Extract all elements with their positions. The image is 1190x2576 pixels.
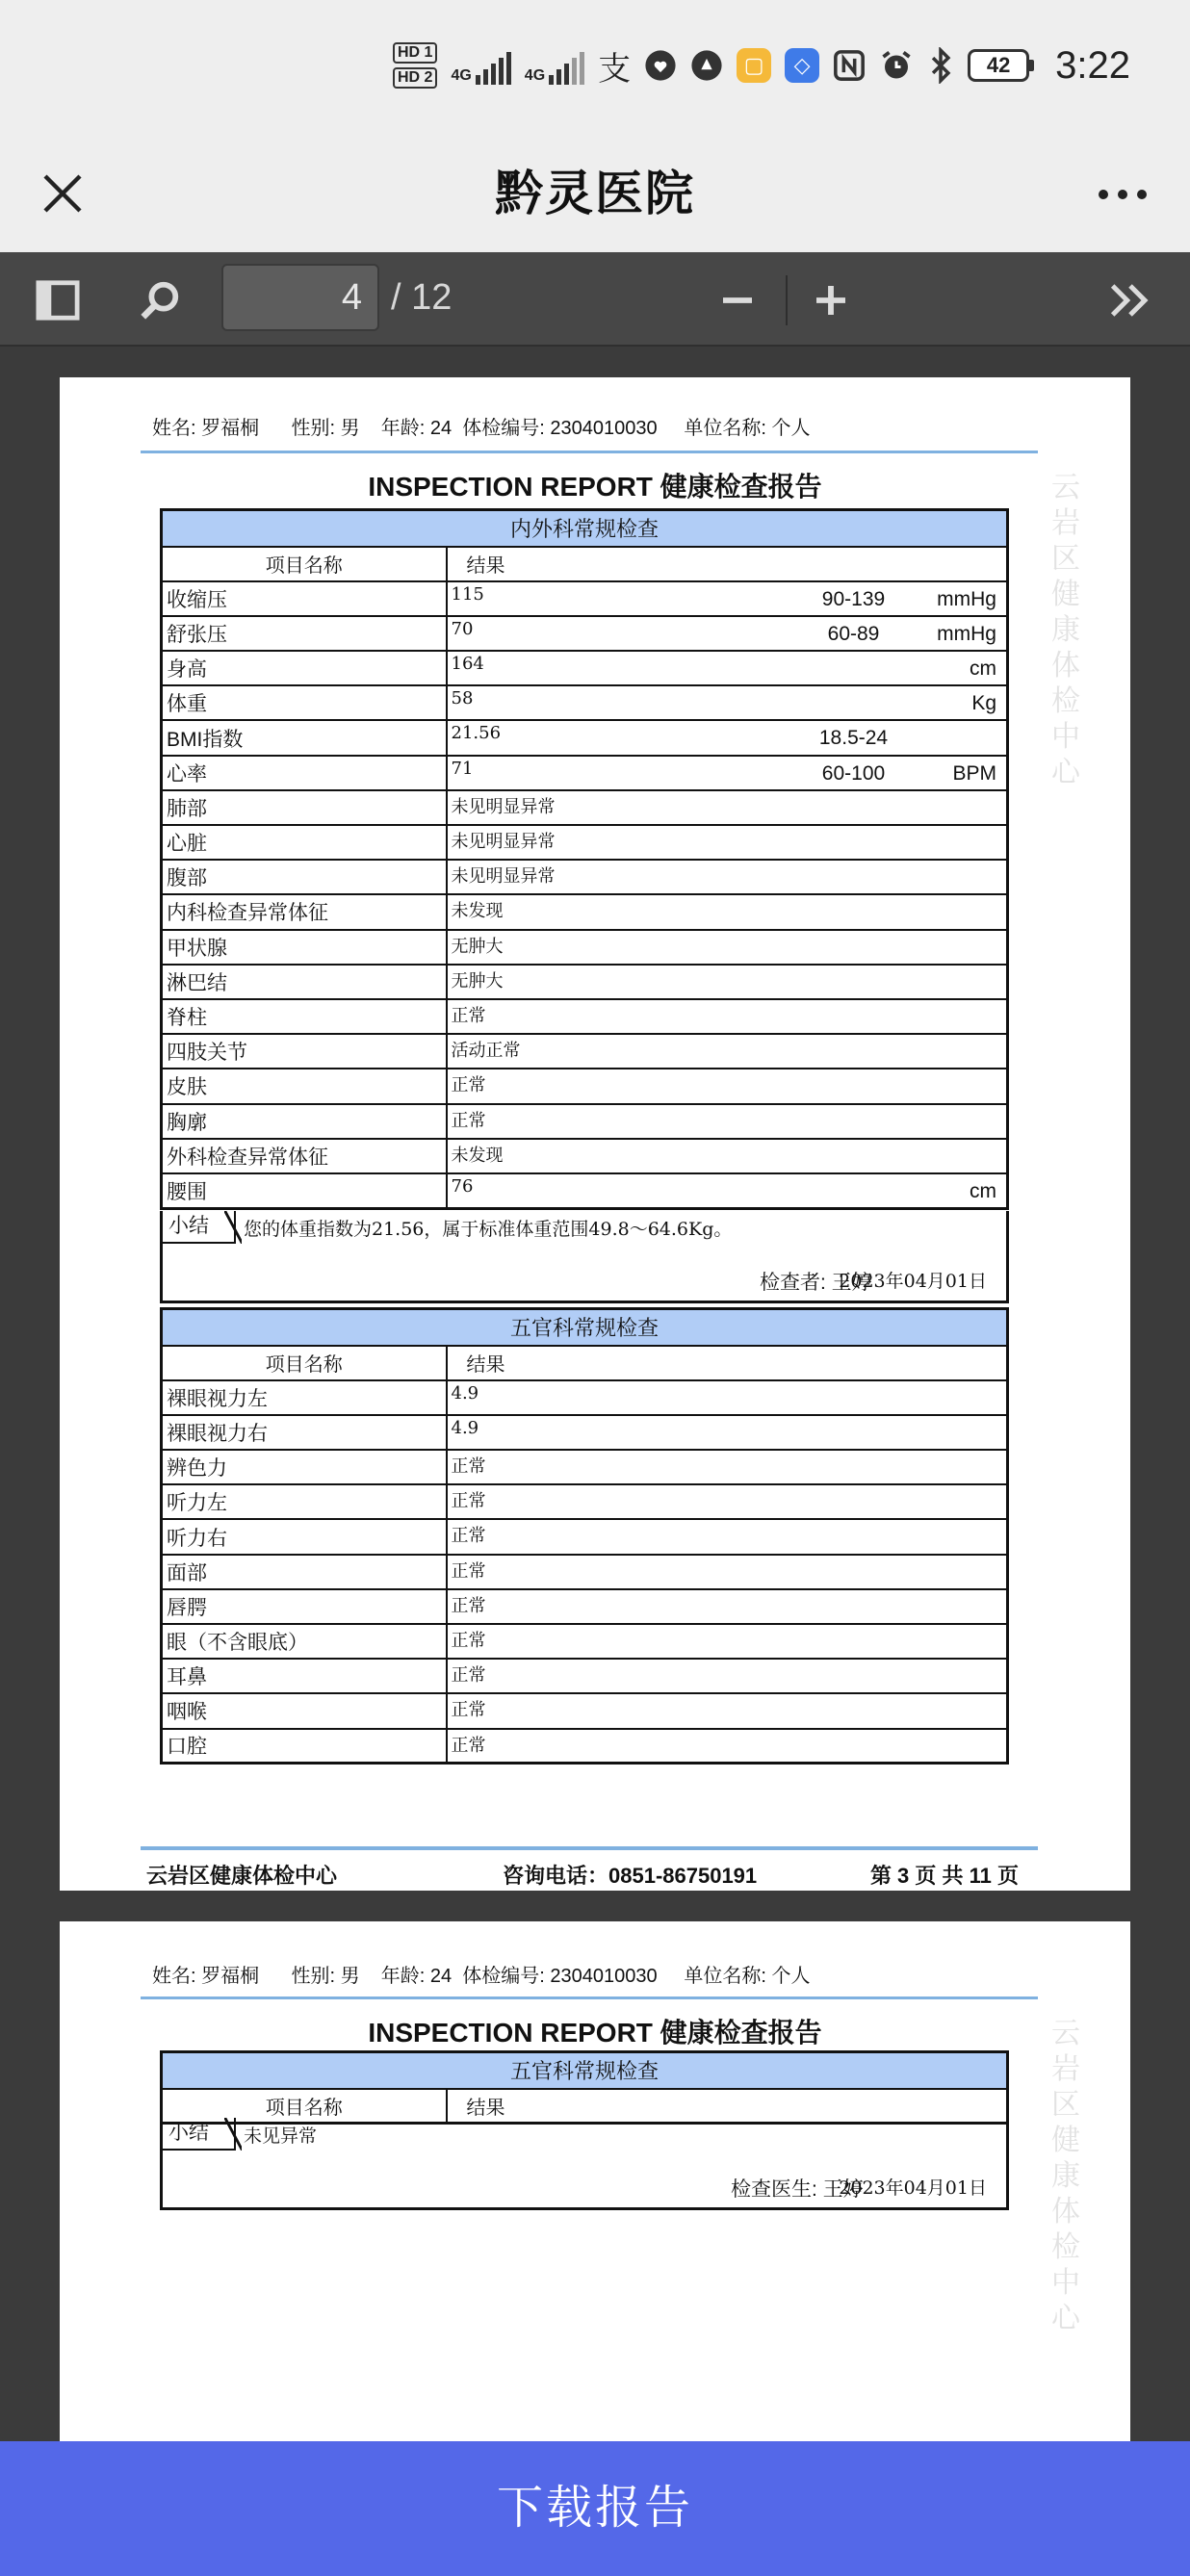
result-cell xyxy=(447,581,1008,616)
check-date: 2023年04月01日 xyxy=(839,2177,987,2199)
table-row xyxy=(162,860,1008,894)
result-cell xyxy=(447,965,1008,999)
result-value: 正常 xyxy=(451,1735,486,1756)
watermark-char: 体 xyxy=(1051,2195,1080,2228)
unit: cm xyxy=(970,657,996,681)
table-row xyxy=(162,999,1008,1034)
watermark-char: 云 xyxy=(1051,471,1080,504)
reference-range: 18.5-24 xyxy=(818,727,889,750)
result-value: 正常 xyxy=(451,1110,486,1131)
item-name: 舒张压 xyxy=(162,616,447,651)
item-name: 腹部 xyxy=(162,860,447,894)
close-button[interactable] xyxy=(29,160,96,227)
close-icon xyxy=(39,170,86,217)
more-options-button[interactable] xyxy=(1084,166,1161,223)
patient-info: 姓名: 罗福桐 性别: 男 年龄: 24 体检编号: 2304010030 单位名称: 个人 xyxy=(152,1966,811,1987)
result-value: 21.56 xyxy=(451,723,502,744)
result-cell xyxy=(447,1139,1008,1173)
result-cell xyxy=(447,1450,1008,1484)
result-cell xyxy=(447,790,1008,825)
sidebar-icon xyxy=(36,279,80,322)
item-name: 裸眼视力左 xyxy=(162,1380,447,1415)
header-divider xyxy=(141,1996,1038,1999)
watermark-char: 区 xyxy=(1051,2088,1080,2122)
watermark-char: 康 xyxy=(1051,2159,1080,2193)
item-name: 辨色力 xyxy=(162,1450,447,1484)
watermark-char: 云 xyxy=(1051,2017,1080,2050)
search-icon xyxy=(138,278,182,322)
signal-1-icon xyxy=(451,46,510,85)
battery-icon xyxy=(968,49,1034,82)
table-row xyxy=(162,1104,1008,1139)
double-chevron-right-icon xyxy=(1107,281,1153,320)
result-cell xyxy=(447,1173,1008,1208)
item-name: 收缩压 xyxy=(162,581,447,616)
summary-label: 小结 xyxy=(163,2118,236,2151)
hd2-label: HD 2 xyxy=(393,67,437,89)
item-name: 裸眼视力右 xyxy=(162,1415,447,1450)
result-cell xyxy=(447,1415,1008,1450)
status-icons xyxy=(393,35,1130,96)
patient-info: 姓名: 罗福桐 性别: 男 年龄: 24 体检编号: 2304010030 单位名称: 个人 xyxy=(152,418,811,439)
watermark-char: 区 xyxy=(1051,542,1080,576)
battery-level: 42 xyxy=(986,53,1011,77)
table-row xyxy=(162,1450,1008,1484)
watermark-char: 中 xyxy=(1051,720,1080,754)
alipay-icon: 支 xyxy=(598,50,632,88)
net2-label: 4G xyxy=(524,67,546,84)
result-value: 76 xyxy=(451,1175,474,1197)
item-name: 听力右 xyxy=(162,1519,447,1554)
watermark-char: 健 xyxy=(1051,578,1080,611)
item-name: 心脏 xyxy=(162,825,447,860)
result-cell xyxy=(447,1555,1008,1589)
download-report-button[interactable]: 下载报告 xyxy=(0,2441,1190,2576)
table-row xyxy=(162,894,1008,929)
footer-page: 第 3 页 共 11 页 xyxy=(869,1864,1019,1888)
watermark-char: 心 xyxy=(1051,2302,1080,2335)
reference-range: 60-89 xyxy=(827,622,880,645)
page-total-label: / 12 xyxy=(391,277,453,318)
table-row xyxy=(162,930,1008,965)
result-value: 正常 xyxy=(451,1560,486,1582)
result-value: 正常 xyxy=(451,1595,486,1616)
item-name: 眼（不含眼底） xyxy=(162,1624,447,1659)
result-value: 未见明显异常 xyxy=(451,832,556,852)
heart-icon xyxy=(644,49,677,82)
footer-org: 云岩区健康体检中心 xyxy=(146,1864,338,1888)
result-cell xyxy=(447,1624,1008,1659)
item-name: 内科检查异常体征 xyxy=(162,894,447,929)
watermark xyxy=(1047,470,1085,790)
result-cell xyxy=(447,685,1008,720)
net1-label: 4G xyxy=(451,67,472,84)
result-cell xyxy=(447,1034,1008,1069)
result-value: 164 xyxy=(451,654,484,675)
watermark-char: 体 xyxy=(1051,649,1080,683)
more-dot-icon xyxy=(1118,190,1127,199)
result-cell xyxy=(447,1104,1008,1139)
summary-text: 未见异常 xyxy=(244,2125,318,2147)
result-cell xyxy=(447,1484,1008,1519)
page-number-input[interactable] xyxy=(221,264,379,331)
alarm-icon xyxy=(879,48,914,83)
ent-exam-table xyxy=(160,1307,1009,1765)
section-title: 五官科常规检查 xyxy=(162,2052,1008,2089)
column-header-result: 结果 xyxy=(447,547,1008,581)
pdf-page xyxy=(60,1921,1130,2441)
watermark-char: 心 xyxy=(1051,756,1080,789)
result-cell xyxy=(447,616,1008,651)
pdf-page xyxy=(60,377,1130,1891)
result-value: 活动正常 xyxy=(451,1041,521,1062)
table-row xyxy=(162,1729,1008,1764)
toolbar-divider xyxy=(786,275,788,325)
result-value: 未见明显异常 xyxy=(451,866,556,888)
column-header-name: 项目名称 xyxy=(162,547,447,581)
item-name: 咽喉 xyxy=(162,1693,447,1728)
unit: mmHg xyxy=(937,622,996,645)
result-value: 正常 xyxy=(451,1491,486,1512)
status-bar xyxy=(0,0,1190,135)
summary-label: 小结 xyxy=(163,1211,236,1244)
app-header xyxy=(0,135,1190,252)
item-name: 耳鼻 xyxy=(162,1659,447,1693)
plus-icon xyxy=(812,281,850,320)
table-row xyxy=(162,1415,1008,1450)
unit: BPM xyxy=(952,761,996,785)
watermark xyxy=(1047,2016,1085,2336)
table-row xyxy=(162,1693,1008,1728)
item-name: 腰围 xyxy=(162,1173,447,1208)
result-value: 正常 xyxy=(451,1665,486,1687)
table-row xyxy=(162,756,1008,790)
table-row xyxy=(162,651,1008,685)
app-yellow-icon: ▢ xyxy=(737,48,771,83)
table-row xyxy=(162,616,1008,651)
summary-text: 您的体重指数为21.56，属于标准体重范围49.8～64.6Kg。 xyxy=(244,1219,733,1240)
hd-indicator xyxy=(393,42,437,89)
item-name: 淋巴结 xyxy=(162,965,447,999)
item-name: 听力左 xyxy=(162,1484,447,1519)
app-icon xyxy=(690,49,723,82)
checker-name: 检查医生: 王婷 xyxy=(731,2178,864,2201)
hd1-label: HD 1 xyxy=(393,42,437,64)
result-value: 未见明显异常 xyxy=(451,796,556,817)
table-row xyxy=(162,1519,1008,1554)
result-value: 无肿大 xyxy=(451,970,504,992)
ent-exam-table-continued xyxy=(160,2050,1009,2125)
result-cell xyxy=(447,720,1008,755)
tools-menu-button[interactable] xyxy=(1101,271,1159,329)
zoom-in-button[interactable] xyxy=(802,271,860,329)
zoom-out-button[interactable] xyxy=(709,271,766,329)
nfc-icon xyxy=(833,49,866,82)
table-row xyxy=(162,1380,1008,1415)
result-value: 正常 xyxy=(451,1700,486,1721)
result-value: 正常 xyxy=(451,1005,486,1026)
item-name: BMI指数 xyxy=(162,720,447,755)
result-value: 正常 xyxy=(451,1075,486,1096)
column-header-name: 项目名称 xyxy=(162,2089,447,2124)
footer-phone: 咨询电话：0851-86750191 xyxy=(503,1864,758,1888)
result-value: 4.9 xyxy=(451,1417,479,1438)
column-header-name: 项目名称 xyxy=(162,1346,447,1380)
table-row xyxy=(162,581,1008,616)
table-row xyxy=(162,1624,1008,1659)
result-value: 4.9 xyxy=(451,1382,479,1404)
reference-range: 90-139 xyxy=(821,587,886,610)
result-value: 正常 xyxy=(451,1631,486,1651)
bluetooth-icon xyxy=(927,47,954,84)
result-cell xyxy=(447,1519,1008,1554)
footer-divider xyxy=(141,1846,1038,1850)
sidebar-toggle-button[interactable] xyxy=(29,271,87,329)
minus-icon xyxy=(718,281,757,320)
summary-box xyxy=(160,2118,1009,2210)
signal-2-icon xyxy=(525,46,584,85)
result-value: 未发现 xyxy=(451,901,504,922)
table-row xyxy=(162,1034,1008,1069)
result-cell xyxy=(447,860,1008,894)
result-cell xyxy=(447,1380,1008,1415)
table-row xyxy=(162,1659,1008,1693)
header-divider xyxy=(141,451,1038,453)
unit: mmHg xyxy=(937,587,996,610)
table-row xyxy=(162,1555,1008,1589)
table-row xyxy=(162,720,1008,755)
watermark-char: 检 xyxy=(1051,684,1080,718)
section-title: 内外科常规检查 xyxy=(162,510,1008,547)
checker-name: 检查者: 王婷 xyxy=(760,1272,872,1294)
result-cell xyxy=(447,651,1008,685)
result-value: 115 xyxy=(451,583,484,605)
report-title: INSPECTION REPORT 健康检查报告 xyxy=(368,472,822,502)
item-name: 皮肤 xyxy=(162,1069,447,1103)
section-title: 五官科常规检查 xyxy=(162,1309,1008,1346)
column-header-result: 结果 xyxy=(447,2089,1008,2124)
watermark-char: 岩 xyxy=(1051,2052,1080,2086)
watermark-char: 康 xyxy=(1051,613,1080,647)
item-name: 唇腭 xyxy=(162,1589,447,1624)
result-cell xyxy=(447,930,1008,965)
table-row xyxy=(162,1139,1008,1173)
result-value: 70 xyxy=(451,618,474,639)
item-name: 心率 xyxy=(162,756,447,790)
result-cell xyxy=(447,1589,1008,1624)
item-name: 肺部 xyxy=(162,790,447,825)
table-row xyxy=(162,1069,1008,1103)
result-value: 71 xyxy=(451,758,474,779)
watermark-char: 健 xyxy=(1051,2124,1080,2157)
result-cell xyxy=(447,1069,1008,1103)
reference-range: 60-100 xyxy=(821,761,886,785)
result-cell xyxy=(447,1729,1008,1764)
result-cell xyxy=(447,999,1008,1034)
item-name: 四肢关节 xyxy=(162,1034,447,1069)
table-row xyxy=(162,790,1008,825)
table-row xyxy=(162,685,1008,720)
result-value: 未发现 xyxy=(451,1145,504,1166)
result-value: 正常 xyxy=(451,1456,486,1478)
check-date: 2023年04月01日 xyxy=(839,1271,987,1292)
result-cell xyxy=(447,825,1008,860)
result-cell xyxy=(447,1659,1008,1693)
result-value: 58 xyxy=(451,688,474,709)
item-name: 身高 xyxy=(162,651,447,685)
clock: 3:22 xyxy=(1055,43,1130,87)
unit: cm xyxy=(970,1179,996,1202)
item-name: 口腔 xyxy=(162,1729,447,1764)
summary-box xyxy=(160,1211,1009,1303)
more-dot-icon xyxy=(1137,190,1147,199)
table-row xyxy=(162,1589,1008,1624)
result-value: 正常 xyxy=(451,1526,486,1547)
item-name: 甲状腺 xyxy=(162,930,447,965)
item-name: 面部 xyxy=(162,1555,447,1589)
item-name: 脊柱 xyxy=(162,999,447,1034)
table-row xyxy=(162,965,1008,999)
watermark-char: 中 xyxy=(1051,2266,1080,2300)
table-row xyxy=(162,825,1008,860)
pdf-viewer[interactable] xyxy=(0,347,1190,2441)
item-name: 胸廓 xyxy=(162,1104,447,1139)
pdf-toolbar xyxy=(0,252,1190,347)
result-value: 无肿大 xyxy=(451,936,504,957)
page-title: 黔灵医院 xyxy=(495,167,695,220)
more-dot-icon xyxy=(1099,190,1108,199)
search-button[interactable] xyxy=(131,271,189,329)
item-name: 体重 xyxy=(162,685,447,720)
watermark-char: 岩 xyxy=(1051,506,1080,540)
result-cell xyxy=(447,894,1008,929)
report-title: INSPECTION REPORT 健康检查报告 xyxy=(368,2018,822,2048)
column-header-result: 结果 xyxy=(447,1346,1008,1380)
unit: Kg xyxy=(971,692,996,715)
table-row xyxy=(162,1484,1008,1519)
result-cell xyxy=(447,1693,1008,1728)
app-blue-icon: ◇ xyxy=(785,48,819,83)
table-row xyxy=(162,1173,1008,1208)
result-cell xyxy=(447,756,1008,790)
item-name: 外科检查异常体征 xyxy=(162,1139,447,1173)
internal-exam-table xyxy=(160,508,1009,1210)
watermark-char: 检 xyxy=(1051,2230,1080,2264)
